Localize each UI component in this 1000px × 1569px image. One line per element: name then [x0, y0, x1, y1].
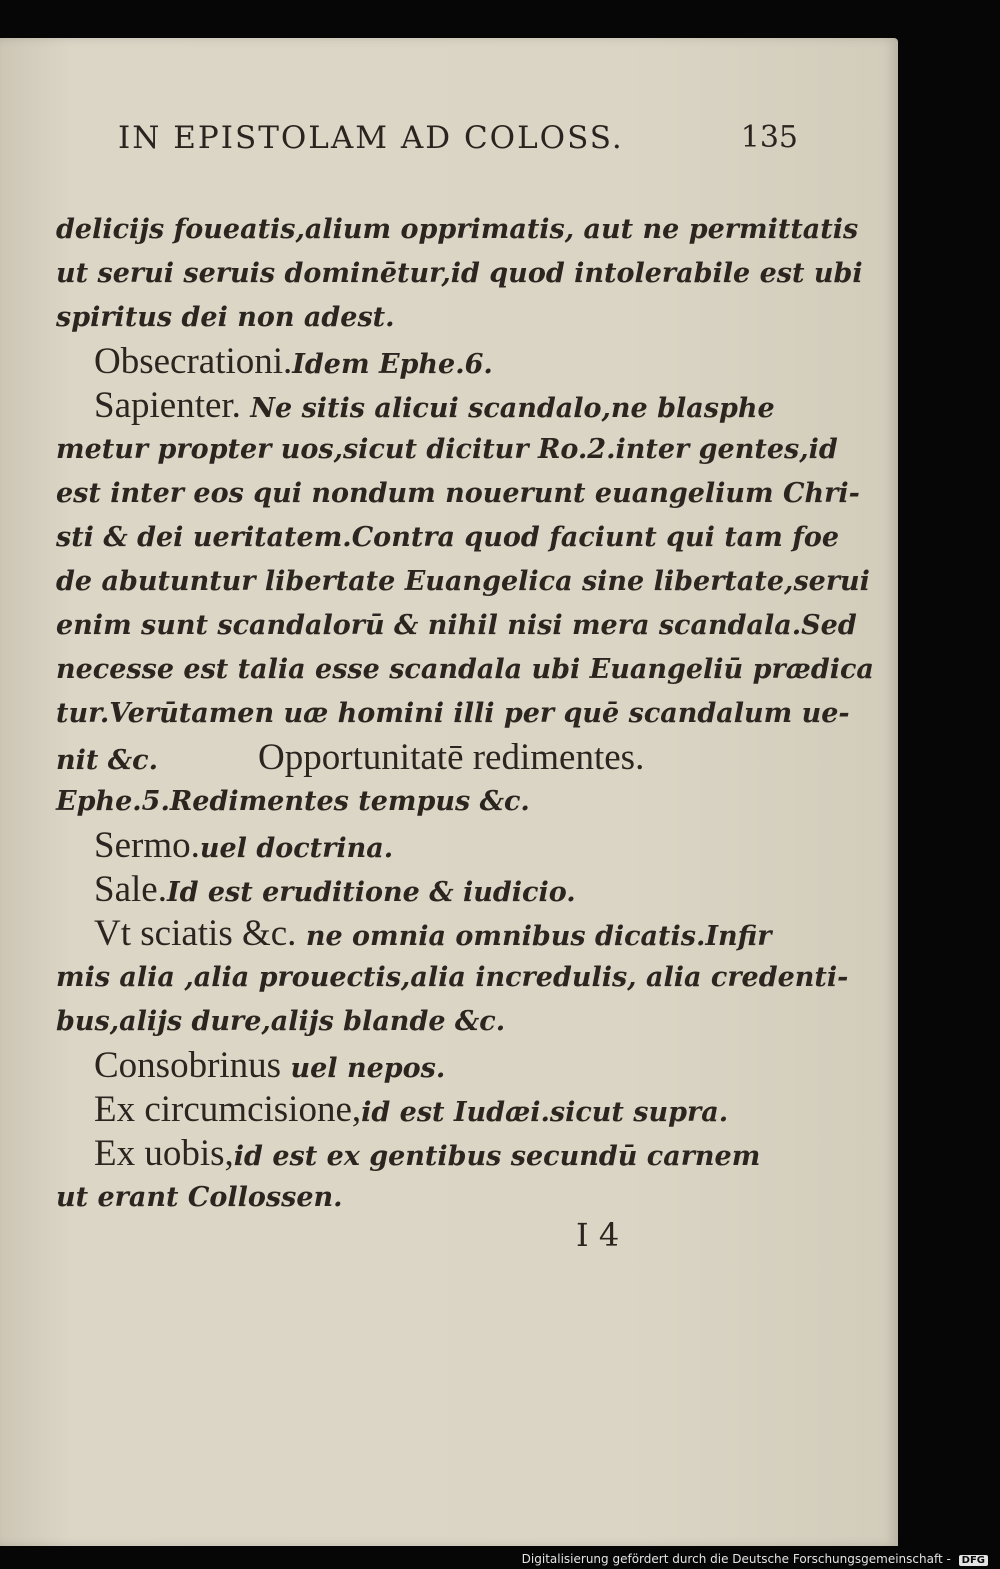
- text-line: [56, 560, 870, 604]
- gloss-text: nit &c.: [56, 745, 158, 776]
- running-head: IN EPISTOLAM AD COLOSS.: [118, 120, 624, 156]
- gloss-text: ne omnia omnibus dicatis.Infir: [296, 921, 772, 952]
- lemma-text: Vt sciatis &c.: [94, 913, 297, 954]
- lemma-text: Sapienter.: [94, 385, 241, 426]
- text-line: [56, 648, 874, 692]
- text-line: [56, 428, 838, 472]
- text-line: [56, 340, 756, 384]
- lemma-text: Ex circumcisione,: [94, 1089, 362, 1130]
- text-line: [56, 736, 756, 780]
- commentary-text: [56, 208, 874, 1220]
- page-number: 135: [740, 120, 798, 155]
- gloss-text: id est ex gentibus secundū carnem: [233, 1141, 761, 1172]
- gloss-text: uel doctrina.: [199, 833, 394, 864]
- lemma-text: Consobrinus: [94, 1045, 282, 1086]
- gloss-text: ut serui seruis dominētur,id quod intolerabile est ubi: [56, 258, 863, 289]
- text-line: [56, 912, 772, 956]
- text-line: [56, 604, 857, 648]
- text-line: [56, 252, 863, 296]
- gloss-text: delicijs foueatis,alium opprimatis, aut ne permittatis: [56, 214, 859, 245]
- text-line: [56, 1088, 756, 1132]
- book-page: [0, 38, 898, 1546]
- lemma-text: Obsecrationi.: [94, 341, 293, 382]
- footer-credit: [522, 1552, 988, 1566]
- text-line: [56, 1176, 756, 1220]
- lemma-text: Opportunitatē redimentes.: [257, 737, 645, 778]
- text-line: [56, 1132, 761, 1176]
- gloss-text: id est Iudæi.sicut supra.: [361, 1097, 729, 1128]
- gloss-text: de abutuntur libertate Euangelica sine libertate,serui: [56, 566, 870, 597]
- page-header: [118, 120, 798, 164]
- gloss-text: enim sunt scandalorū & nihil nisi mera scandala.Sed: [56, 610, 857, 641]
- text-line: [56, 208, 859, 252]
- text-line: [56, 824, 756, 868]
- text-line: [56, 1044, 756, 1088]
- gloss-text: Idem Ephe.6.: [292, 349, 493, 380]
- text-line: [56, 956, 849, 1000]
- text-line: [56, 1000, 756, 1044]
- gloss-text: est inter eos qui nondum nouerunt euangelium Chri-: [56, 478, 860, 509]
- gloss-text: metur propter uos,sicut dicitur Ro.2.inter gentes,id: [56, 434, 838, 465]
- gloss-text: necesse est talia esse scandala ubi Euangeliū prædica: [56, 654, 874, 685]
- dfg-logo-icon: DFG: [959, 1555, 988, 1566]
- text-line: [56, 296, 756, 340]
- gloss-text: sti & dei ueritatem.Contra quod faciunt qui tam foe: [56, 522, 840, 553]
- text-line: [56, 780, 756, 824]
- footer-text: Digitalisierung gefördert durch die Deutsche Forschungsgemeinschaft -: [521, 1552, 951, 1566]
- lemma-text: Ex uobis,: [94, 1133, 234, 1174]
- text-line: [56, 516, 840, 560]
- gloss-text: tur.Verūtamen uæ homini illi per quē scandalum ue-: [56, 698, 850, 729]
- gloss-text: ut erant Collossen.: [56, 1182, 343, 1213]
- gloss-text: spiritus dei non adest.: [56, 302, 395, 333]
- gloss-text: Ne sitis alicui scandalo,ne blasphe: [240, 393, 775, 424]
- text-line: [56, 472, 860, 516]
- gloss-text: uel nepos.: [281, 1053, 446, 1084]
- lemma-text: Sale.: [94, 869, 167, 910]
- text-line: [56, 868, 756, 912]
- gloss-text: bus,alijs dure,alijs blande &c.: [56, 1006, 506, 1037]
- lemma-text: Sermo.: [94, 825, 200, 866]
- text-line: [56, 384, 775, 428]
- gloss-text: mis alia ,alia prouectis,alia incredulis, alia credenti-: [56, 962, 849, 993]
- gloss-text: Id est eruditione & iudicio.: [166, 877, 576, 908]
- text-line: [56, 692, 850, 736]
- signature-mark: I 4: [576, 1216, 620, 1254]
- gloss-text: Ephe.5.Redimentes tempus &c.: [56, 786, 530, 817]
